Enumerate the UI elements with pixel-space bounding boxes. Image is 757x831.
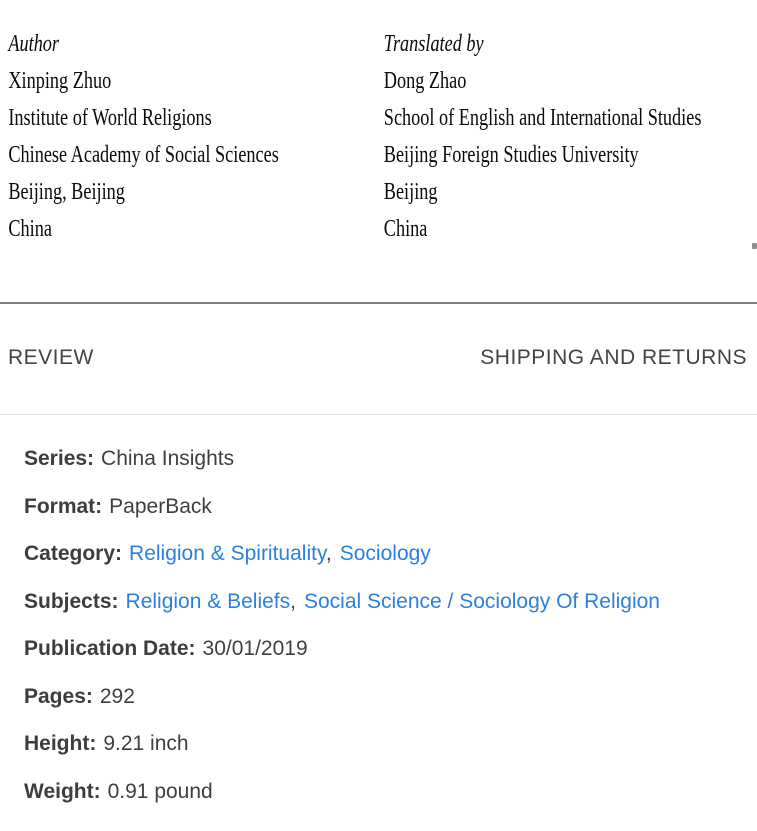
author-name: Xinping Zhuo [8,68,112,94]
author-block [0,26,384,248]
weight-label: Weight: [24,779,101,803]
translator-country: China [383,216,428,242]
translator-block [384,26,757,248]
category-link-religion-spirituality[interactable]: Religion & Spirituality [129,542,326,565]
detail-row-pages [24,673,757,721]
tab-shipping-and-returns[interactable]: SHIPPING AND RETURNS [480,346,747,369]
book-details-section [0,415,757,815]
pages-value: 292 [99,684,135,708]
detail-row-height [24,720,757,768]
author-heading: Author [8,31,60,57]
format-label: Format: [24,494,103,518]
detail-row-category [24,530,757,578]
pages-label: Pages: [24,684,93,708]
height-value: 9.21 inch [103,732,189,755]
detail-row-format [24,483,757,531]
author-institute: Institute of World Religions [8,105,212,131]
separator: , [325,542,332,565]
publication-date-label: Publication Date: [24,637,196,660]
contributors-section [0,0,757,248]
subject-link-social-science-sociology[interactable]: Social Science / Sociology Of Religion [303,589,660,613]
weight-value: 0.91 pound [107,779,213,803]
author-organization: Chinese Academy of Social Sciences [8,142,279,168]
tab-bar [0,344,757,372]
detail-row-publication-date [24,625,757,673]
series-label: Series: [24,447,95,470]
detail-row-subjects [24,578,757,626]
format-value: PaperBack [109,494,212,518]
translator-heading: Translated by [383,31,484,57]
author-country: China [8,216,52,242]
translator-school: School of English and International Studies [383,105,702,131]
subjects-label: Subjects: [24,589,119,613]
subject-link-religion-beliefs[interactable]: Religion & Beliefs [125,589,291,613]
separator: , [290,589,296,613]
section-divider [0,302,757,304]
translator-university: Beijing Foreign Studies University [383,142,639,168]
category-label: Category: [24,542,123,565]
series-value: China Insights [101,447,235,470]
edge-artifact [752,243,757,249]
detail-row-series [24,435,757,483]
category-link-sociology[interactable]: Sociology [339,542,431,565]
translator-name: Dong Zhao [383,68,467,94]
detail-row-weight [24,768,757,816]
publication-date-value: 30/01/2019 [202,637,308,660]
translator-city: Beijing [383,179,438,205]
author-city: Beijing, Beijing [8,179,125,205]
tab-review[interactable]: REVIEW [8,346,94,369]
height-label: Height: [24,732,97,755]
